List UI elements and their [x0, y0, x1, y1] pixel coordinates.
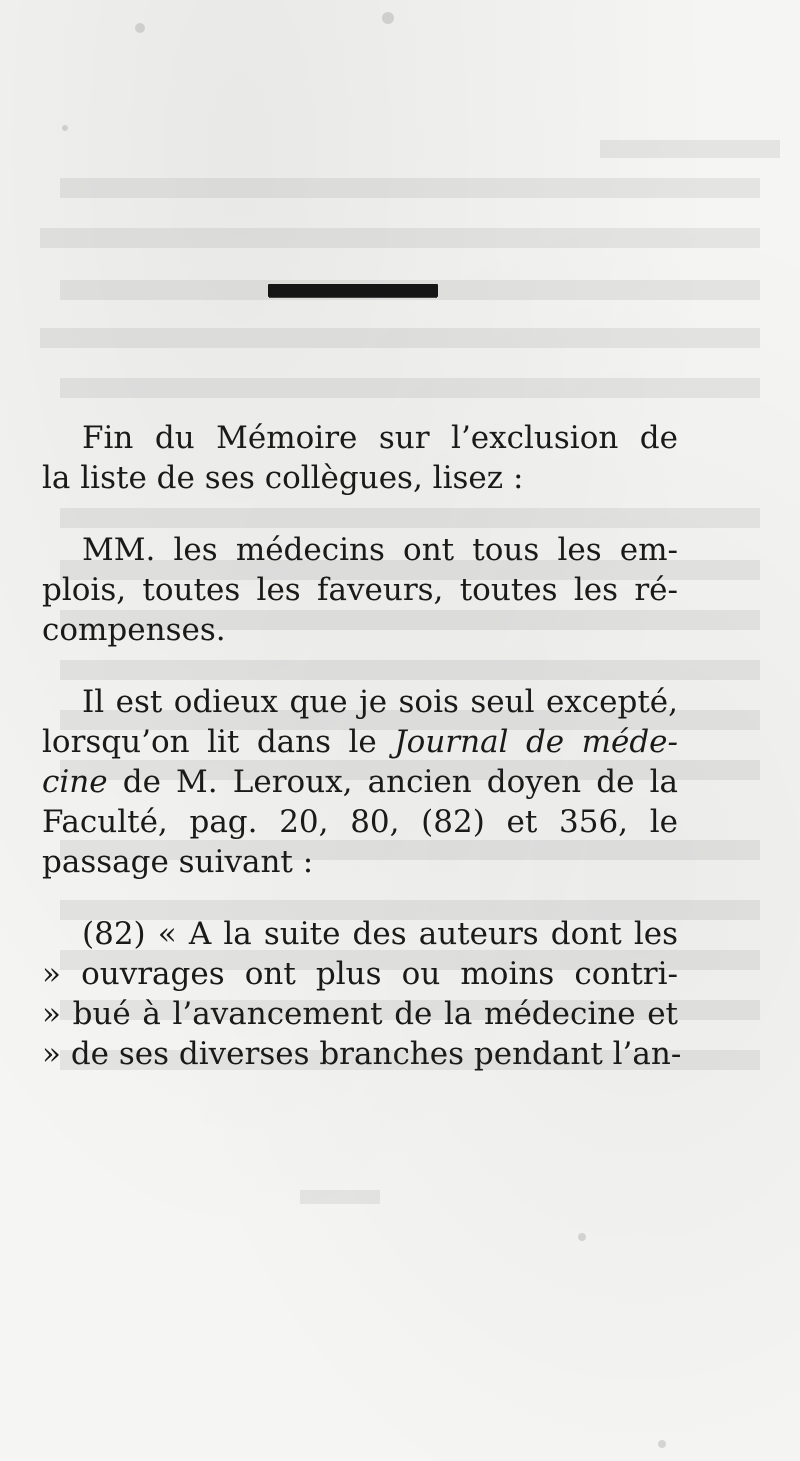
- text-line: lorsqu’on lit dans le Journal de méde-: [42, 724, 679, 760]
- text-line: » bué à l’avancement de la médecine et: [42, 996, 678, 1032]
- paragraph-mm: [42, 530, 678, 650]
- text-line: MM. les médecins ont tous les em-: [82, 532, 678, 568]
- ornamental-rule: [268, 284, 438, 297]
- text-line: cine de M. Leroux, ancien doyen de la: [42, 764, 678, 800]
- speck: [135, 23, 145, 33]
- speck: [382, 12, 394, 24]
- text-line: Fin du Mémoire sur l’exclusion de: [82, 420, 678, 456]
- bleed-line: [60, 378, 760, 398]
- paragraph-quote: [42, 914, 682, 1074]
- text-line: passage suivant :: [42, 844, 314, 880]
- paragraph-intro: [42, 418, 678, 498]
- speck: [578, 1233, 586, 1241]
- text-line: la liste de ses collègues, lisez :: [42, 460, 524, 496]
- text-line: compenses.: [42, 612, 226, 648]
- text-line: (82) « A la suite des auteurs dont les: [82, 916, 678, 952]
- body-text: [42, 418, 682, 1106]
- journal-title-end: cine: [42, 764, 108, 800]
- bleed-line: [60, 178, 760, 198]
- text-line: » ouvrages ont plus ou moins contri-: [42, 956, 678, 992]
- text-line: plois, toutes les faveurs, toutes les ré-: [42, 572, 678, 608]
- bleed-line: [600, 140, 780, 158]
- text-line: Faculté, pag. 20, 80, (82) et 356, le: [42, 804, 678, 840]
- bleed-line: [40, 228, 760, 248]
- journal-title: Journal de méde-: [394, 724, 679, 760]
- text-line: Il est odieux que je sois seul excepté,: [82, 684, 678, 720]
- text-line: » de ses diverses branches pendant l’an-: [42, 1036, 682, 1072]
- paragraph-odieux: [42, 682, 678, 882]
- speck: [658, 1440, 666, 1448]
- bleed-line: [300, 1190, 380, 1204]
- bleed-line: [40, 328, 760, 348]
- speck: [62, 125, 68, 131]
